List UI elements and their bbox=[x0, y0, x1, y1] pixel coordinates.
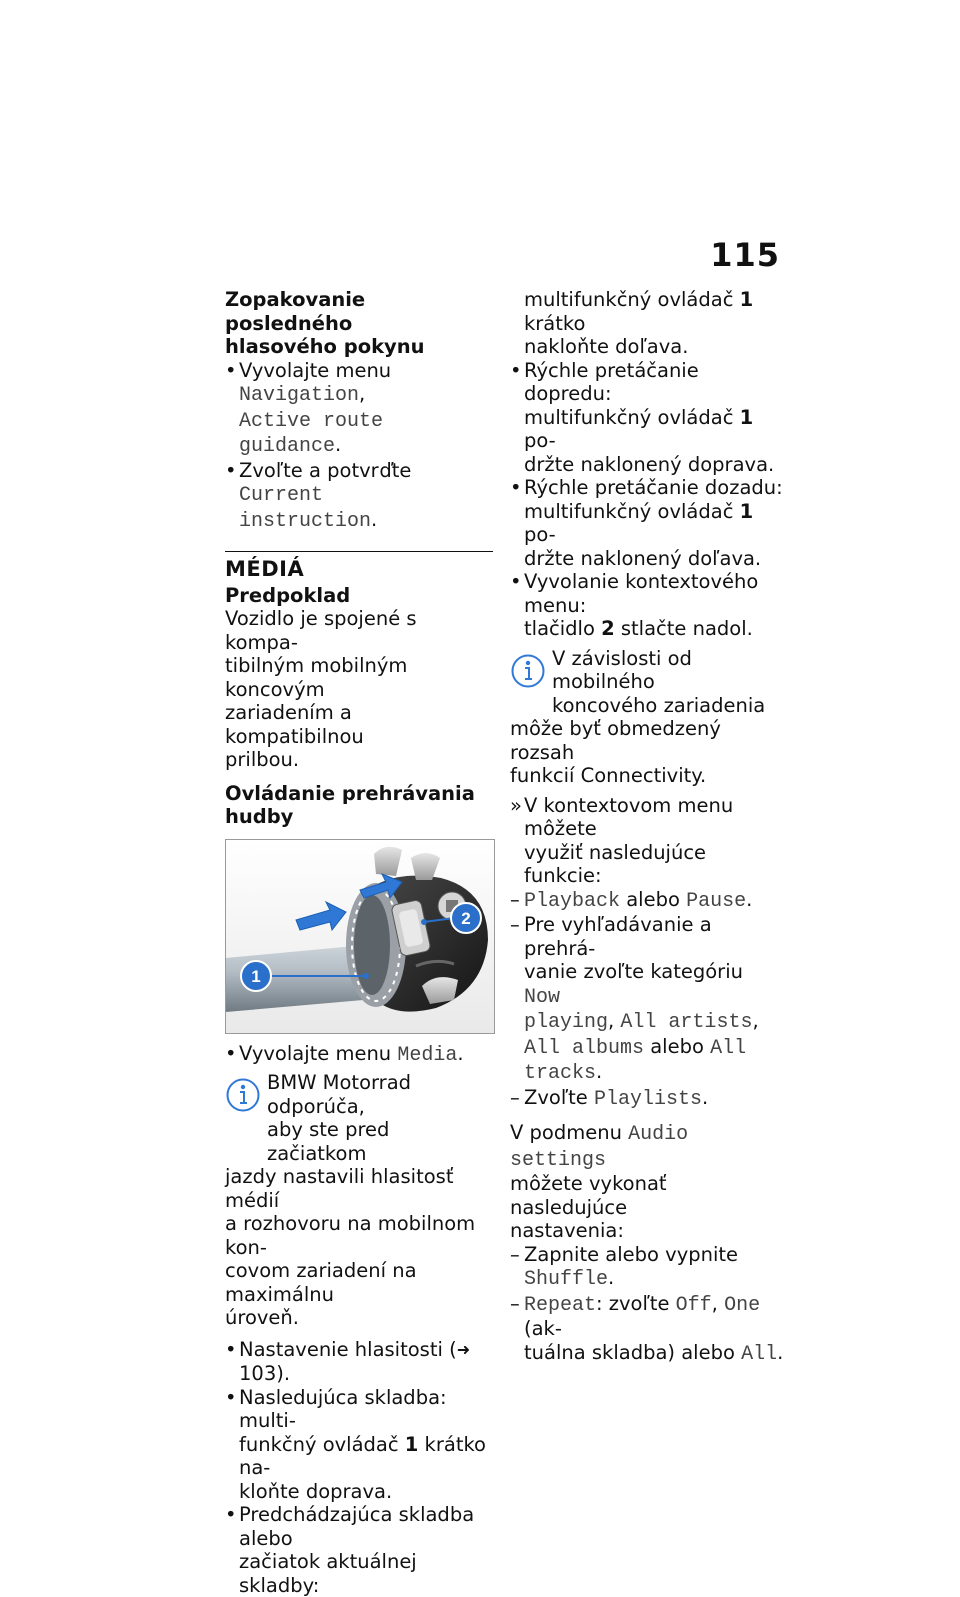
bullet-context-menu: • Vyvolanie kontextového menu: tlačidlo 2 stlačte nadol. bbox=[510, 570, 785, 641]
previous-track-continued: multifunkčný ovládač 1 krátko nakloňte doľava. bbox=[524, 288, 754, 358]
info-note-volume: BMW Motorrad odporúča, aby ste pred začiatkom jazdy nastavili hlasitosť médií a rozhovoru na mobilnom kon- covom zariadení na maximálnu úroveň. bbox=[225, 1071, 476, 1329]
page-reference-arrow-icon[interactable]: ➜ bbox=[456, 1339, 471, 1359]
dash-playback-pause: – Playback alebo Pause. bbox=[510, 888, 785, 914]
bullet-next-track: • Nasledujúca skladba: multi- funkčný ovládač 1 krátko na- kloňte doprava. bbox=[225, 1386, 493, 1504]
dash-playlists: – Zvoľte Playlists. bbox=[510, 1086, 785, 1112]
bullet-navigation: • Vyvolajte menu Navigation, Active route guidance. bbox=[225, 359, 493, 459]
callout-2 bbox=[451, 903, 481, 933]
dash-categories: – Pre vyhľadávanie a prehrá- vanie zvoľte kategóriu Now playing, All artists, All albums alebo All tracks. bbox=[510, 913, 785, 1086]
left-column bbox=[225, 288, 493, 1597]
handlebar-illustration bbox=[226, 840, 494, 1033]
prerequisite-text: Vozidlo je spojené s kompa- tibilným mobilným koncovým zariadením a kompatibilnou prilbou. bbox=[225, 607, 417, 771]
repeat-voice-heading: Zopakovanie posledného hlasového pokynu bbox=[225, 288, 425, 358]
info-note-connectivity: V závislosti od mobilného koncového zariadenia môže byť obmedzený rozsah funkcií Connectivity. bbox=[510, 646, 766, 787]
bullet-media-menu: • Vyvolajte menu Media. bbox=[225, 1042, 493, 1068]
callout-1 bbox=[241, 961, 271, 991]
info-icon bbox=[510, 653, 546, 689]
section-divider bbox=[225, 551, 493, 552]
bullet-current-instruction: • Zvoľte a potvrďte Current instruction. bbox=[225, 459, 493, 534]
handlebar-controls-figure bbox=[225, 839, 495, 1034]
audio-settings-intro: V podmenu Audio settings môžete vykonať nasledujúce nastavenia: bbox=[510, 1121, 689, 1242]
bullet-rewind: • Rýchle pretáčanie dozadu: multifunkčný ovládač 1 po- držte naklonený doľava. bbox=[510, 476, 785, 570]
dash-shuffle: – Zapnite alebo vypnite Shuffle. bbox=[510, 1243, 785, 1292]
info-icon bbox=[225, 1077, 261, 1113]
step-context-menu-functions: » V kontextovom menu môžete využiť nasledujúce funkcie: bbox=[510, 794, 785, 888]
prerequisite-heading: Predpoklad bbox=[225, 583, 351, 607]
page-number: 115 bbox=[710, 236, 780, 274]
section-title: MÉDIÁ bbox=[225, 557, 305, 581]
right-column bbox=[510, 288, 785, 1366]
dash-repeat: – Repeat: zvoľte Off, One (ak- tuálna skladba) alebo All. bbox=[510, 1292, 785, 1367]
bullet-volume-setting: • Nastavenie hlasitosti (➜ 103). bbox=[225, 1338, 493, 1386]
svg-text:1: 1 bbox=[251, 966, 261, 986]
bullet-previous-track: • Predchádzajúca skladba alebo začiatok aktuálnej skladby: bbox=[225, 1503, 493, 1597]
bullet-fast-forward: • Rýchle pretáčanie dopredu: multifunkčný ovládač 1 po- držte naklonený doprava. bbox=[510, 359, 785, 477]
playback-control-heading: Ovládanie prehrávania hudby bbox=[225, 781, 475, 828]
svg-text:2: 2 bbox=[461, 908, 471, 928]
